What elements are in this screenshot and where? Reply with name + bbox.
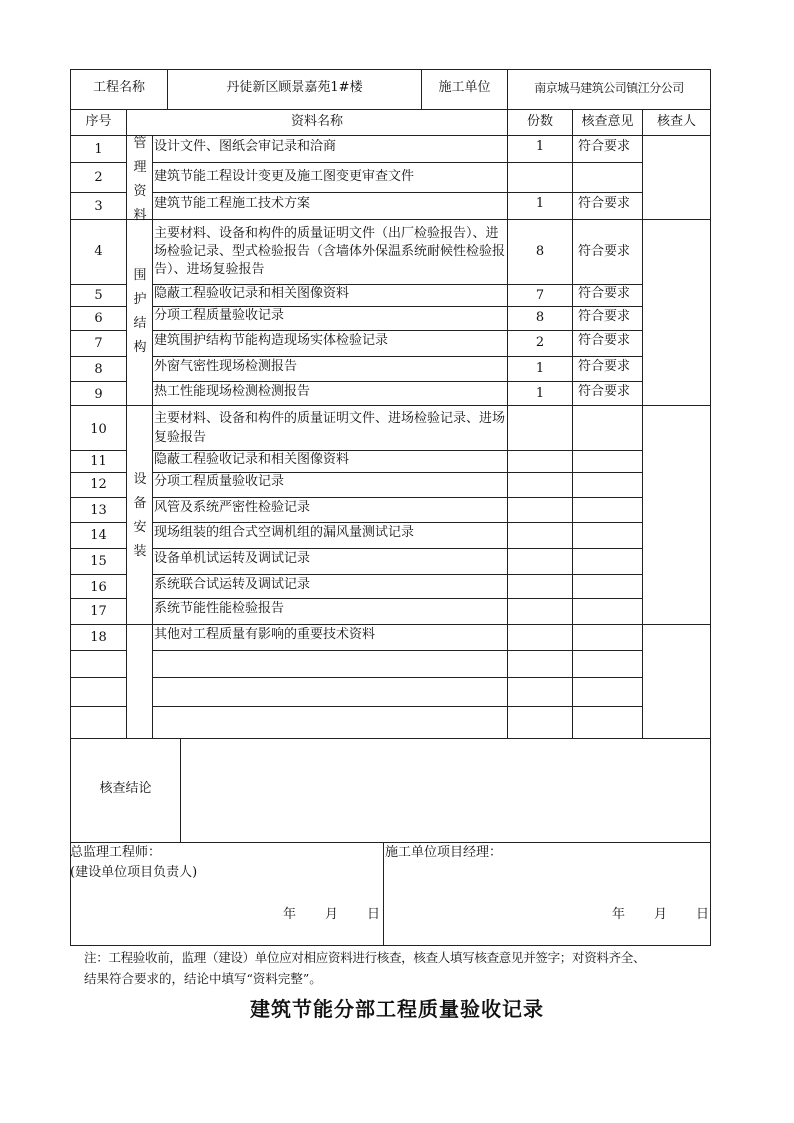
row-no: 13: [90, 503, 107, 518]
row-copies: 2: [535, 335, 545, 350]
column-header-no: 序号: [85, 114, 112, 129]
row-no: 4: [94, 244, 103, 259]
row-no: 6: [94, 311, 103, 326]
row-no: 11: [90, 454, 107, 469]
row-name: 分项工程质量验收记录: [154, 474, 285, 489]
left-date-day: 日: [367, 907, 381, 922]
row-name: 隐蔽工程验收记录和相关图像资料: [154, 286, 350, 301]
row-name: 设备单机试运转及调试记录: [154, 551, 311, 566]
supervisor-label: 总监理工程师：: [70, 845, 162, 860]
row-no: 18: [90, 630, 107, 645]
row-copies: 1: [535, 196, 545, 211]
row-opinion: 符合要求: [578, 384, 631, 399]
project-name-label: 工程名称: [92, 80, 145, 95]
contractor-value: 南京城马建筑公司镇江分公司: [534, 81, 684, 95]
row-no: 17: [90, 604, 107, 619]
right-date-day: 日: [696, 907, 710, 922]
row-opinion: 符合要求: [578, 309, 631, 324]
row-opinion: 符合要求: [578, 333, 631, 348]
conclusion-label: 核查结论: [99, 781, 152, 796]
row-name: 风管及系统严密性检验记录: [154, 500, 311, 515]
row-copies: 1: [535, 361, 545, 376]
contractor-label: 施工单位: [438, 80, 491, 95]
row-name: 建筑围护结构节能构造现场实体检验记录: [154, 333, 389, 348]
column-header-checker: 核查人: [656, 114, 696, 129]
row-no: 3: [94, 199, 103, 214]
left-date-year: 年: [283, 907, 297, 922]
group-label-management: 管理资料: [133, 136, 147, 223]
note-line-2: 结果符合要求的，结论中填写“资料完整”。: [84, 971, 322, 986]
row-no: 10: [90, 422, 107, 437]
group-label-equipment: 设备安装: [133, 472, 147, 559]
row-name: 主要材料、设备和构件的质量证明文件、进场检验记录、进场复验报告: [154, 411, 506, 445]
column-header-name: 资料名称: [290, 114, 343, 129]
row-no: 1: [94, 142, 103, 157]
row-no: 9: [94, 387, 103, 402]
group-label-envelope: 围护结构: [133, 268, 147, 355]
row-name: 外窗气密性现场检测报告: [154, 359, 298, 374]
row-name: 热工性能现场检测检测报告: [154, 384, 311, 399]
column-header-copies: 份数: [526, 114, 553, 129]
row-name: 分项工程质量验收记录: [154, 308, 285, 323]
row-copies: 8: [535, 310, 545, 325]
row-copies: 7: [535, 288, 545, 303]
row-no: 7: [94, 336, 103, 351]
owner-label: (建设单位项目负责人): [70, 865, 198, 880]
row-name: 其他对工程质量有影响的重要技术资料: [154, 627, 376, 642]
left-date-month: 月: [325, 907, 339, 922]
project-name-value: 丹徒新区顾景嘉苑1#楼: [226, 80, 363, 95]
row-name: 建筑节能工程施工技术方案: [154, 196, 311, 211]
row-copies: 1: [535, 386, 545, 401]
row-opinion: 符合要求: [578, 139, 631, 154]
row-no: 5: [94, 288, 103, 303]
row-name: 系统联合试运转及调试记录: [154, 577, 311, 592]
row-copies: 1: [535, 139, 545, 154]
contractor-pm-label: 施工单位项目经理：: [385, 845, 503, 860]
row-copies: 8: [535, 244, 545, 259]
row-opinion: 符合要求: [578, 286, 631, 301]
row-no: 16: [90, 580, 107, 595]
row-opinion: 符合要求: [578, 359, 631, 374]
row-no: 15: [90, 554, 107, 569]
note-line-1: 注：工程验收前，监理（建设）单位应对相应资料进行核查，核查人填写核查意见并签字；对资料齐全、: [84, 950, 646, 965]
column-header-opinion: 核查意见: [581, 114, 634, 129]
row-no: 8: [94, 362, 103, 377]
row-no: 12: [90, 477, 107, 492]
row-no: 14: [90, 528, 107, 543]
right-date-year: 年: [612, 907, 626, 922]
row-name: 现场组装的组合式空调机组的漏风量测试记录: [154, 525, 415, 540]
row-name: 建筑节能工程设计变更及施工图变更审查文件: [154, 169, 415, 184]
row-name: 主要材料、设备和构件的质量证明文件（出厂检验报告）、进场检验记录、型式检验报告（含墙体外保温系统耐候性检验报告）、进场复验报告: [154, 226, 506, 277]
row-opinion: 符合要求: [578, 196, 631, 211]
row-name: 隐蔽工程验收记录和相关图像资料: [154, 452, 350, 467]
right-date-month: 月: [654, 907, 668, 922]
row-name: 设计文件、图纸会审记录和洽商: [154, 139, 337, 154]
row-name: 系统节能性能检验报告: [154, 601, 285, 616]
row-opinion: 符合要求: [578, 244, 631, 259]
row-no: 2: [94, 170, 103, 185]
page-title: 建筑节能分部工程质量验收记录: [250, 997, 544, 1021]
